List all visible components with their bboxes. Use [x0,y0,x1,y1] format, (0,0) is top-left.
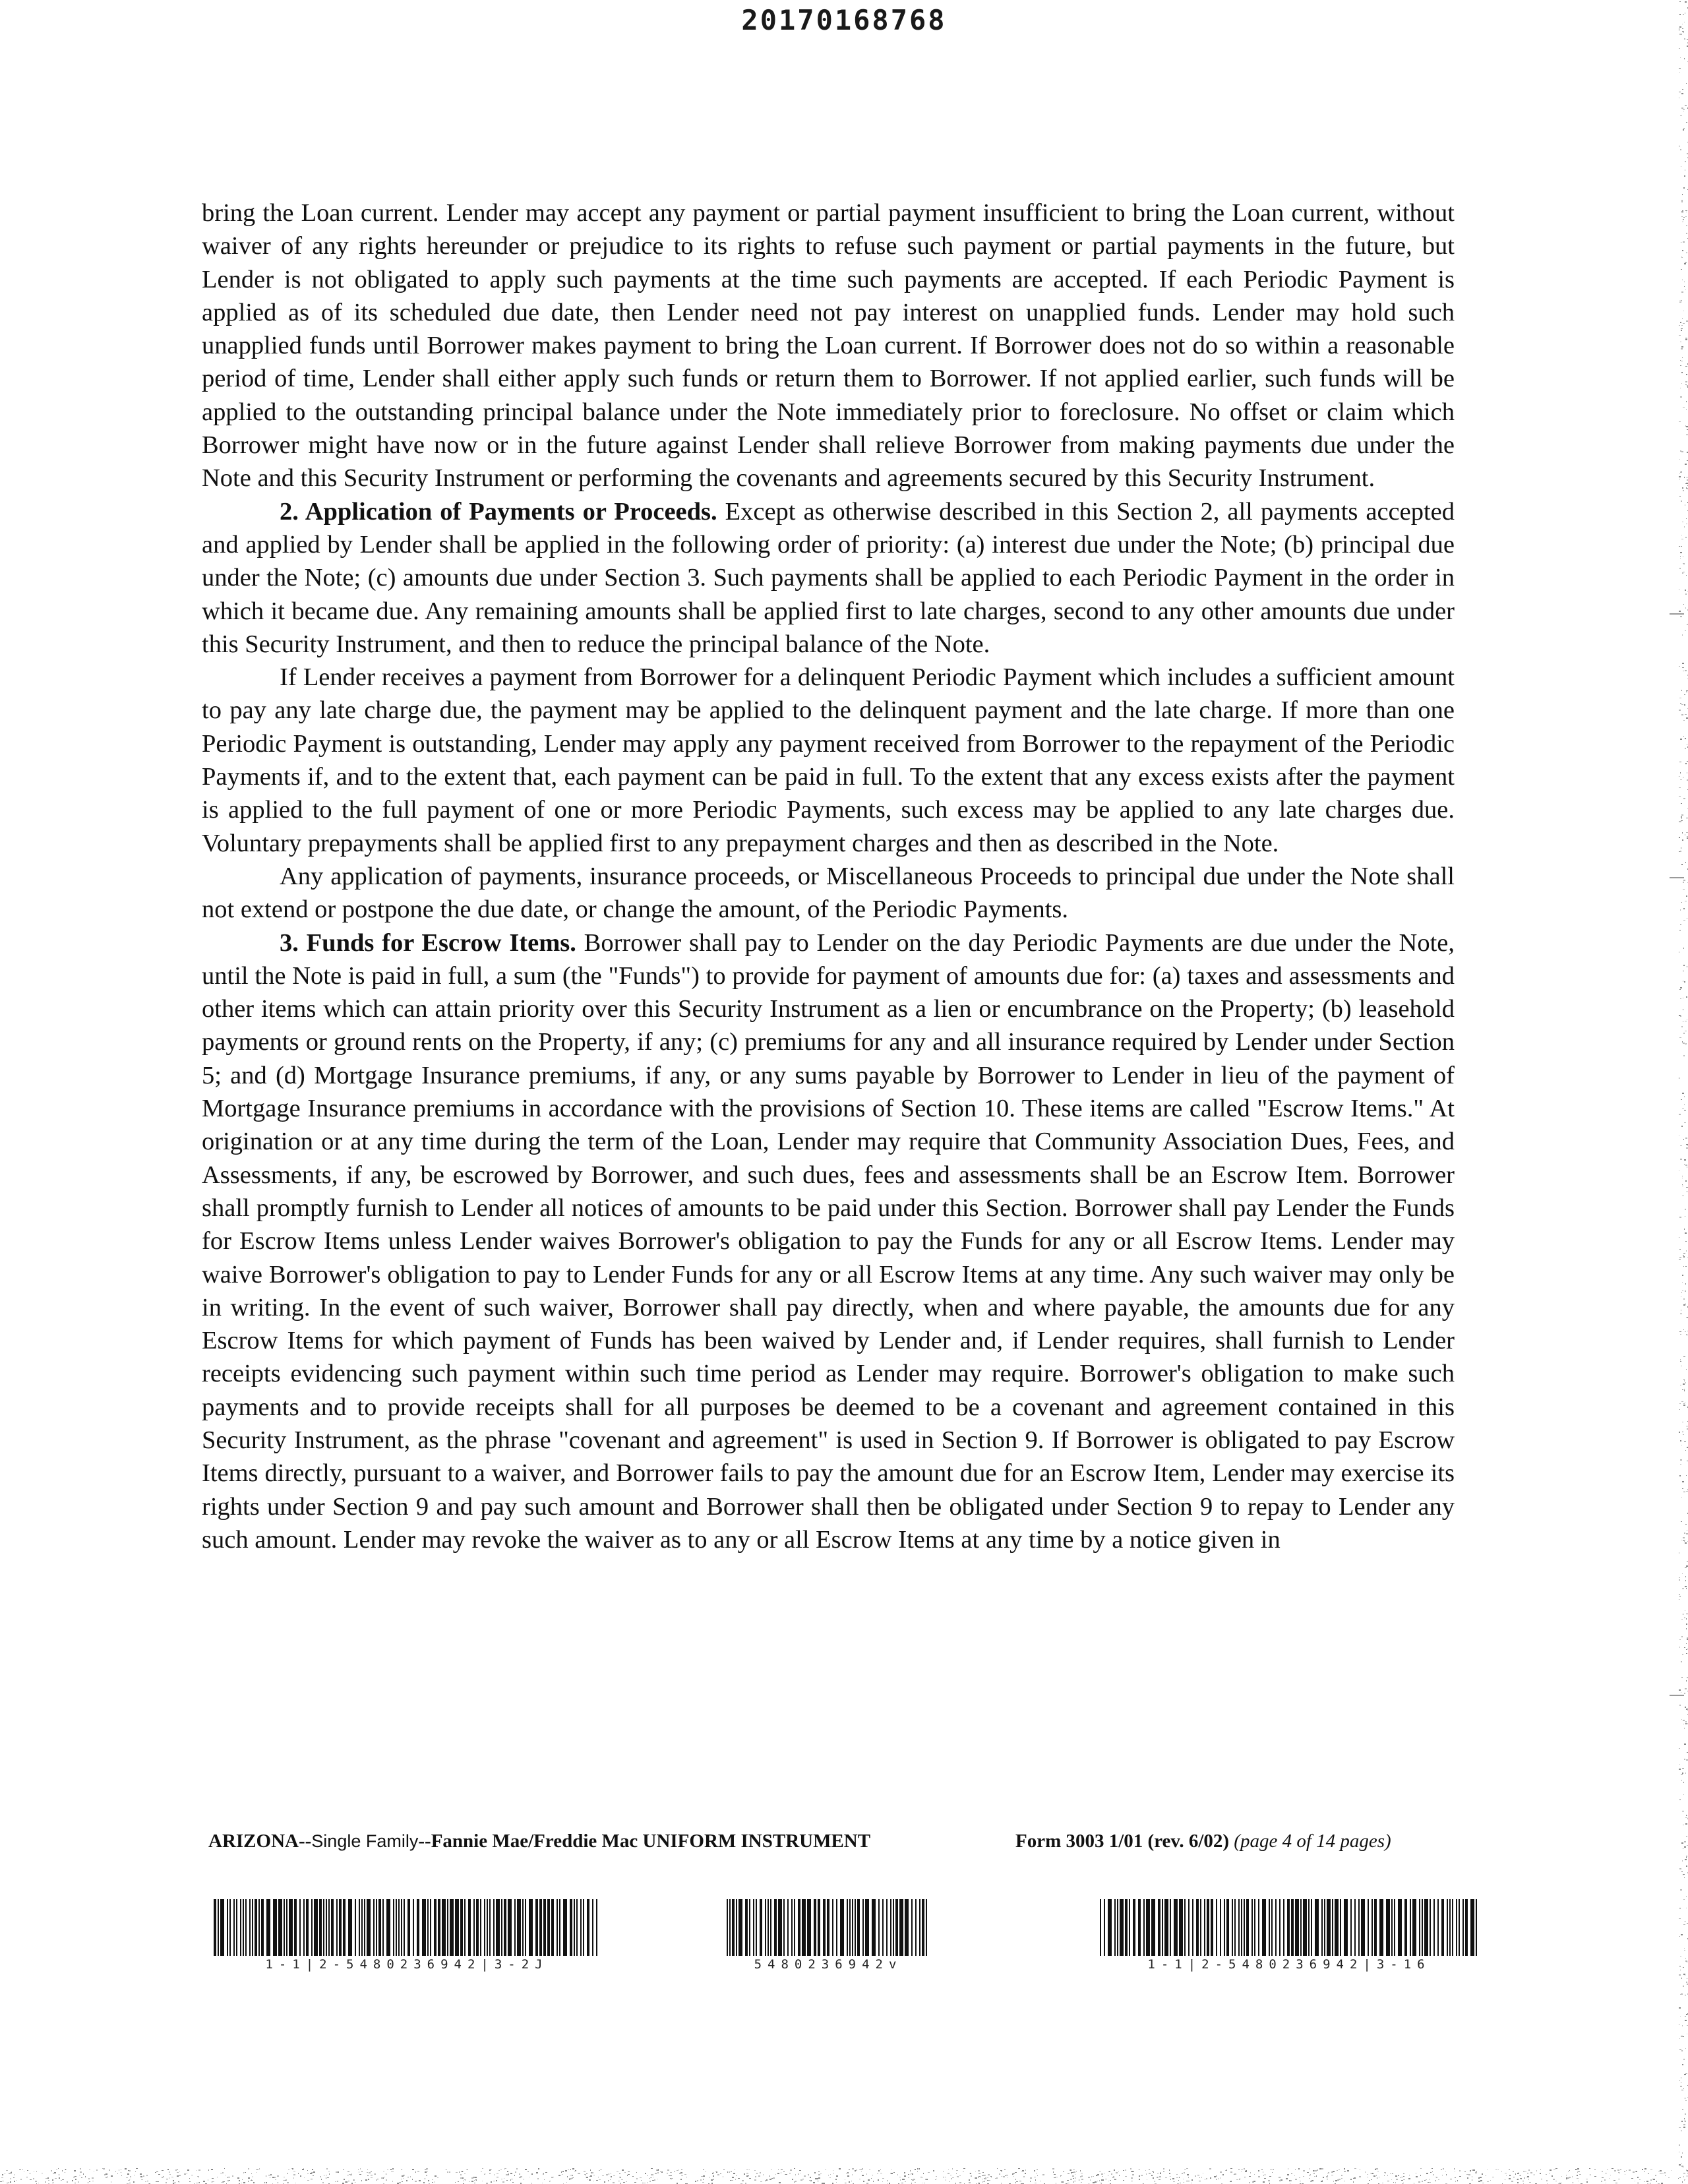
scan-bottom-noise [0,2168,1688,2184]
footer-state: ARIZONA [208,1831,299,1852]
footer-agency: Fannie Mae/Freddie Mac UNIFORM INSTRUMENT [431,1831,871,1852]
barcode-1-label: 1-1|2-5480236942|3-2J [265,1957,549,1972]
footer-form-info [1015,1831,1391,1852]
section-2-paragraph [202,495,1455,661]
barcode-1-bars [212,1899,601,1956]
scan-edge-noise [1679,0,1688,2184]
barcode-3 [1099,1899,1480,1972]
document-number: 20170168768 [741,4,947,36]
form-footer [208,1831,1461,1852]
paragraph-carryover: bring the Loan current. Lender may accept any payment or partial payment insufficient to bring the Loan current, without waiver of any rights hereunder or prejudice to its rights to refuse such payment or partial payments in the future, but Lender is not obligated to apply such payments at the time such payments are accepted. If each Periodic Payment is applied as of its scheduled due date, then Lender need not pay interest on unapplied funds. Lender may hold such unapplied funds until Borrower makes payment to bring the Loan current. If Borrower does not do so within a reasonable period of time, Lender shall either apply such funds or return them to Borrower. If not applied earlier, such funds will be applied to the outstanding principal balance under the Note immediately prior to foreclosure. No offset or claim which Borrower might have now or in the future against Lender shall relieve Borrower from making payments due under the Note and this Security Instrument or performing the covenants and agreements secured by this Security Instrument. [202,199,1455,493]
barcode-2-bars [725,1899,931,1956]
section-3-heading: 3. Funds for Escrow Items. [280,928,576,957]
body-text [202,197,1455,1556]
section-2-heading: 2. Application of Payments or Proceeds. [280,497,717,526]
footer-family: Single Family [311,1831,419,1851]
footer-form-number: Form 3003 1/01 (rev. 6/02) [1015,1831,1230,1852]
barcode-3-bars [1099,1899,1480,1956]
section-3-text: Borrower shall pay to Lender on the day Periodic Payments are due under the Note, until the Note is paid in full, a sum (the "Funds") to provide for payment of amounts due for: (a) taxes and assessments and other items which can attain priority over this Security Instrument as a lien or encumbrance on the Property; (b) leasehold payments or ground rents on the Property, if any; (c) premiums for any and all insurance required by Lender under Section 5; and (d) Mortgage Insurance premiums, if any, or any sums payable by Borrower to Lender in lieu of the payment of Mortgage Insurance premiums in accordance with the provisions of Section 10. These items are called "Escrow Items." At origination or at any time during the term of the Loan, Lender may require that Community Association Dues, Fees, and Assessments, if any, be escrowed by Borrower, and such dues, fees and assessments shall be an Escrow Item. Borrower shall promptly furnish to Lender all notices of amounts to be paid under this Section. Borrower shall pay Lender the Funds for Escrow Items unless Lender waives Borrower's obligation to pay the Funds for any or all Escrow Items. Lender may waive Borrower's obligation to pay to Lender Funds for any or all Escrow Items at any time. Any such waiver may only be in writing. In the event of such waiver, Borrower shall pay directly, when and where payable, the amounts due for any Escrow Items for which payment of Funds has been waived by Lender and, if Lender requires, shall furnish to Lender receipts evidencing such payment within such time period as Lender may require. Borrower's obligation to make such payments and to provide receipts shall for all purposes be deemed to be a covenant and agreement contained in this Security Instrument, as the phrase "covenant and agreement" is used in Section 9. If Borrower is obligated to pay Escrow Items directly, pursuant to a waiver, and Borrower fails to pay the amount due for an Escrow Item, Lender may exercise its rights under Section 9 and pay such amount and Borrower shall then be obligated under Section 9 to repay to Lender any such amount. Lender may revoke the waiver as to any or all Escrow Items at any time by a notice given in [202,928,1455,1554]
footer-separator: -- [298,1831,312,1852]
barcode-2-label: 5480236942v [754,1957,903,1972]
paragraph-application: Any application of payments, insurance proceeds, or Miscellaneous Proceeds to principal due under the Note shall not extend or postpone the due date, or change the amount, of the Periodic Payments. [202,862,1455,924]
barcode-2 [725,1899,931,1972]
barcode-3-label: 1-1|2-5480236942|3-16 [1147,1957,1431,1972]
section-3-paragraph [202,926,1455,1557]
barcode-1 [212,1899,601,1972]
footer-separator: -- [418,1831,431,1852]
section-2-text: Except as otherwise described in this Section 2, all payments accepted and applied by Lender shall be applied in the following order of priority: (a) interest due under the Note; (b) principal due under the Note; (c) amounts due under Section 3. Such payments shall be applied to each Periodic Payment in the order in which it became due. Any remaining amounts shall be applied first to late charges, second to any other amounts due under this Security Instrument, and then to reduce the principal balance of the Note. [202,497,1455,658]
footer-page-number: (page 4 of 14 pages) [1234,1831,1391,1852]
paragraph-delinquent-payment: If Lender receives a payment from Borrower for a delinquent Periodic Payment which includes a sufficient amount to pay any late charge due, the payment may be applied to the delinquent payment and the late charge. If more than one Periodic Payment is outstanding, Lender may apply any payment received from Borrower to the repayment of the Periodic Payments if, and to the extent that, each payment can be paid in full. To the extent that any excess exists after the payment is applied to the full payment of one or more Periodic Payments, such excess may be applied to any late charges due. Voluntary prepayments shall be applied first to any prepayment charges and then as described in the Note. [202,663,1455,857]
